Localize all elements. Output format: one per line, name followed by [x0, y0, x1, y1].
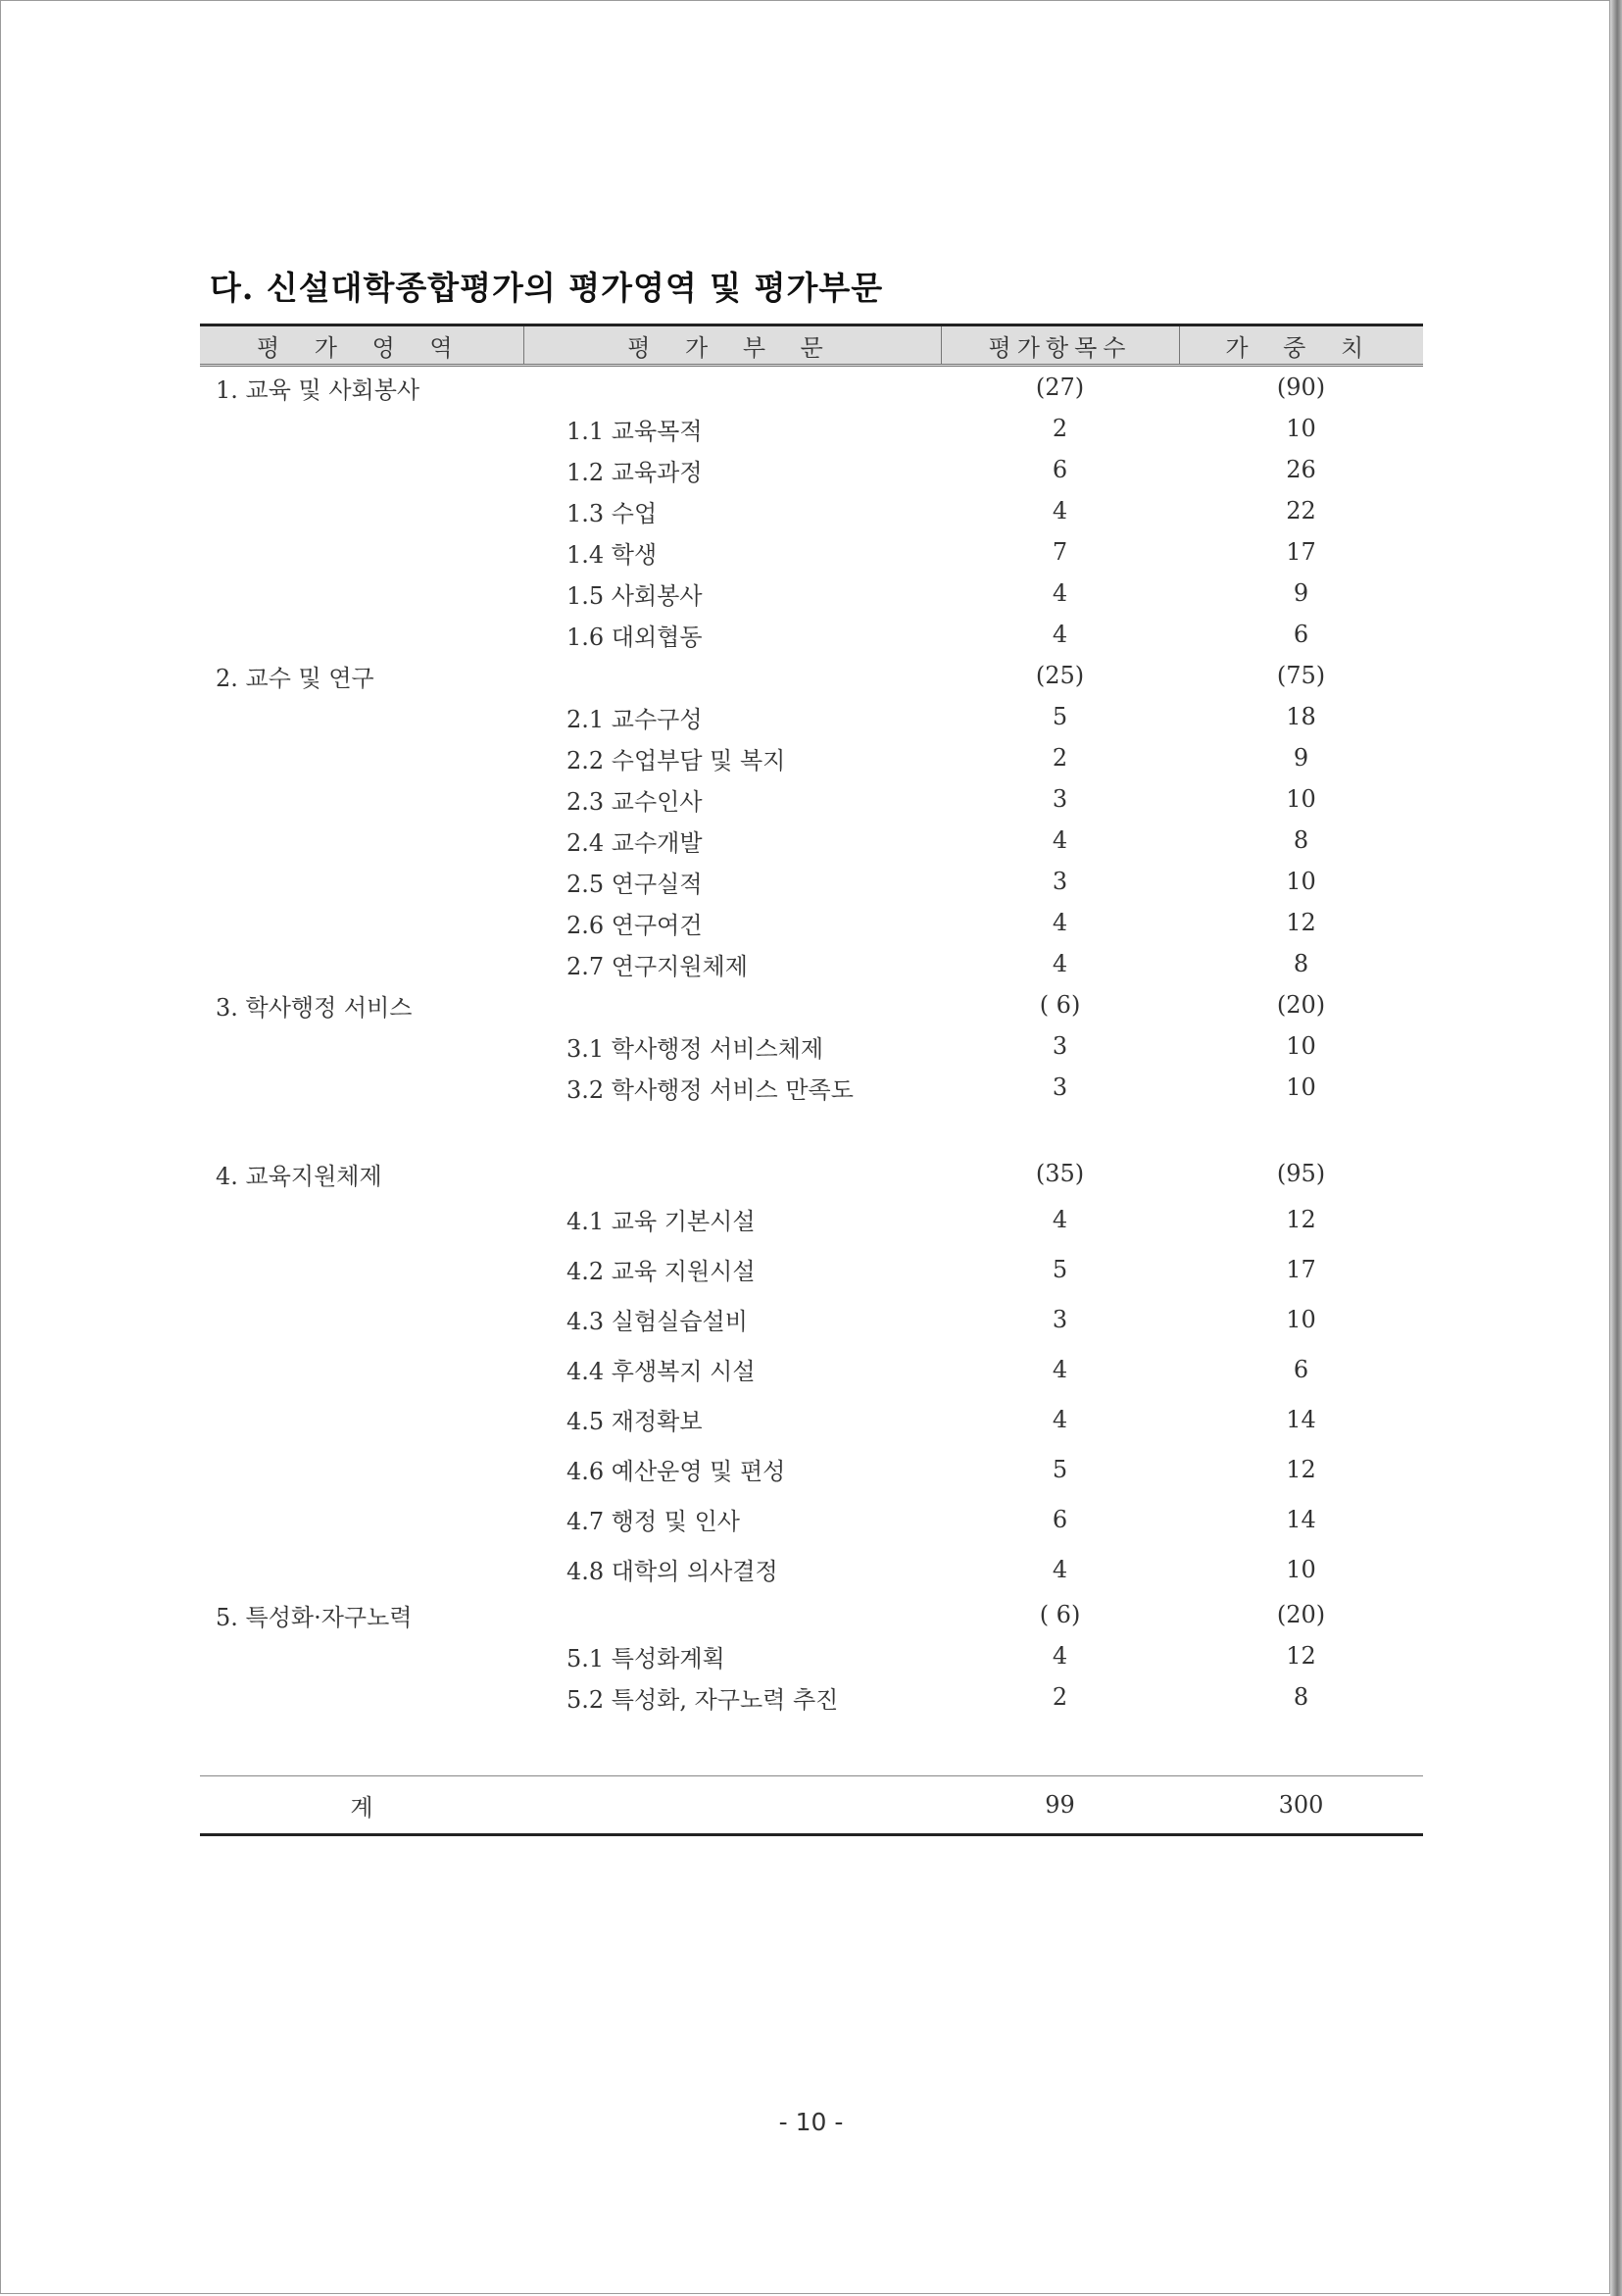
part-label: 5.2 특성화, 자구노력 추진: [566, 1685, 839, 1714]
weight-value: (75): [1276, 662, 1326, 689]
part-row: [200, 820, 1423, 861]
part-label: 1.6 대외협동: [566, 623, 703, 651]
weight-value: 12: [1286, 1455, 1316, 1483]
spacer-cell: [200, 1718, 1423, 1776]
item-count: 7: [1052, 538, 1068, 566]
part-label: 4.1 교육 기본시설: [566, 1208, 756, 1235]
item-count: 3: [1052, 785, 1068, 813]
weight-value: 17: [1286, 1255, 1316, 1283]
total-label: 계: [200, 1776, 523, 1835]
part-row: [200, 1025, 1423, 1067]
weight-value: 10: [1286, 868, 1316, 895]
weight-value: (95): [1276, 1160, 1326, 1187]
total-item-count: 99: [941, 1776, 1179, 1835]
part-row: [200, 531, 1423, 573]
page-edge-shadow: [1610, 0, 1622, 2296]
area-row: [200, 366, 1423, 409]
weight-value: 12: [1286, 1205, 1316, 1233]
part-row: [200, 861, 1423, 902]
item-count: 4: [1052, 826, 1068, 854]
weight-value: (20): [1276, 1601, 1326, 1628]
weight-value: 8: [1293, 950, 1309, 977]
area-row: [200, 984, 1423, 1025]
item-count: (27): [1035, 374, 1085, 401]
item-count: 4: [1052, 950, 1068, 977]
header-area: 평 가 영 역: [200, 325, 523, 366]
part-label: 3.1 학사행정 서비스체제: [566, 1034, 824, 1063]
weight-value: 14: [1286, 1505, 1316, 1533]
part-label: 2.7 연구지원체제: [566, 952, 748, 980]
part-label: 1.2 교육과정: [566, 458, 703, 486]
weight-value: 10: [1286, 785, 1316, 813]
part-label: 4.3 실험실습설비: [566, 1308, 748, 1335]
section-title: 다. 신설대학종합평가의 평가영역 및 평가부문: [210, 269, 884, 307]
part-row: [200, 1194, 1423, 1244]
weight-value: 17: [1286, 538, 1316, 566]
item-count: 3: [1052, 1032, 1068, 1060]
part-label: 2.2 수업부담 및 복지: [566, 746, 786, 774]
item-count: 2: [1052, 415, 1068, 442]
total-weight: 300: [1179, 1776, 1423, 1835]
weight-value: 9: [1293, 579, 1309, 607]
weight-value: 8: [1293, 1683, 1309, 1711]
part-label: 4.6 예산운영 및 편성: [566, 1458, 786, 1485]
part-label: 2.5 연구실적: [566, 870, 703, 898]
weight-value: 12: [1286, 1642, 1316, 1670]
item-count: 6: [1052, 456, 1068, 483]
part-label: 4.4 후생복지 시설: [566, 1358, 756, 1385]
area-label: 1. 교육 및 사회봉사: [216, 375, 420, 404]
weight-value: 26: [1286, 456, 1316, 483]
weight-value: 10: [1286, 415, 1316, 442]
part-row: [200, 1444, 1423, 1494]
part-label: 3.2 학사행정 서비스 만족도: [566, 1075, 854, 1104]
header-part: 평 가 부 문: [523, 325, 941, 366]
part-row: [200, 1344, 1423, 1394]
weight-value: 10: [1286, 1073, 1316, 1101]
item-count: 2: [1052, 744, 1068, 772]
weight-value: 10: [1286, 1555, 1316, 1583]
part-label: 4.5 재정확보: [566, 1408, 703, 1435]
item-count: (35): [1035, 1160, 1085, 1187]
table-body: [200, 366, 1423, 1835]
item-count: 3: [1052, 1305, 1068, 1333]
item-count: 4: [1052, 579, 1068, 607]
page-number: - 10 -: [778, 2108, 844, 2136]
part-label: 4.8 대학의 의사결정: [566, 1558, 778, 1585]
part-row: [200, 943, 1423, 984]
part-row: [200, 614, 1423, 655]
item-count: ( 6): [1039, 991, 1081, 1019]
item-count: (25): [1035, 662, 1085, 689]
area-label: 2. 교수 및 연구: [216, 664, 374, 692]
item-count: 4: [1052, 621, 1068, 648]
item-count: 5: [1052, 1455, 1068, 1483]
area-label: 3. 학사행정 서비스: [216, 993, 413, 1022]
part-row: [200, 449, 1423, 490]
part-row: [200, 696, 1423, 737]
part-row: [200, 490, 1423, 531]
part-row: [200, 1394, 1423, 1444]
header-item-count: 평가항목수: [941, 325, 1179, 366]
item-count: 4: [1052, 1205, 1068, 1233]
part-row: [200, 1676, 1423, 1718]
part-label: 2.6 연구여건: [566, 911, 703, 939]
evaluation-table: [200, 324, 1423, 1836]
part-row: [200, 1544, 1423, 1594]
part-row: [200, 1635, 1423, 1676]
item-count: 5: [1052, 1255, 1068, 1283]
header-weight: 가 중 치: [1179, 325, 1423, 366]
part-row: [200, 1067, 1423, 1108]
part-row: [200, 1244, 1423, 1294]
part-row: [200, 408, 1423, 449]
item-count: 4: [1052, 1642, 1068, 1670]
item-count: 3: [1052, 1073, 1068, 1101]
weight-value: (90): [1276, 374, 1326, 401]
evaluation-table-container: [200, 324, 1423, 1836]
part-label: 2.1 교수구성: [566, 705, 703, 733]
part-label: 2.4 교수개발: [566, 828, 703, 857]
item-count: 2: [1052, 1683, 1068, 1711]
total-empty: [523, 1776, 941, 1835]
spacer-cell: [200, 1108, 1423, 1153]
part-label: 4.2 교육 지원시설: [566, 1258, 756, 1285]
part-row: [200, 1494, 1423, 1544]
total-row: [200, 1776, 1423, 1835]
weight-value: 14: [1286, 1405, 1316, 1433]
area-row: [200, 1594, 1423, 1635]
part-row: [200, 1294, 1423, 1344]
part-label: 1.4 학생: [566, 540, 658, 569]
weight-value: 18: [1286, 703, 1316, 730]
weight-value: 10: [1286, 1305, 1316, 1333]
weight-value: 6: [1293, 1355, 1309, 1383]
weight-value: 8: [1293, 826, 1309, 854]
weight-value: (20): [1276, 991, 1326, 1019]
area-label: 5. 특성화·자구노력: [216, 1603, 413, 1631]
part-label: 1.1 교육목적: [566, 417, 703, 445]
part-label: 5.1 특성화계획: [566, 1644, 725, 1672]
weight-value: 10: [1286, 1032, 1316, 1060]
part-row: [200, 573, 1423, 614]
item-count: 4: [1052, 497, 1068, 524]
part-label: 2.3 교수인사: [566, 787, 703, 816]
part-row: [200, 902, 1423, 943]
part-row: [200, 737, 1423, 778]
part-label: 1.3 수업: [566, 499, 658, 527]
item-count: 4: [1052, 1555, 1068, 1583]
spacer-row: [200, 1108, 1423, 1153]
item-count: 5: [1052, 703, 1068, 730]
area-row: [200, 1153, 1423, 1194]
item-count: 4: [1052, 1405, 1068, 1433]
weight-value: 22: [1286, 497, 1316, 524]
table-header: [200, 325, 1423, 366]
part-label: 1.5 사회봉사: [566, 581, 703, 610]
item-count: 3: [1052, 868, 1068, 895]
item-count: ( 6): [1039, 1601, 1081, 1628]
weight-value: 6: [1293, 621, 1309, 648]
spacer-row: [200, 1718, 1423, 1776]
area-row: [200, 655, 1423, 696]
item-count: 4: [1052, 1355, 1068, 1383]
area-label: 4. 교육지원체제: [216, 1162, 382, 1190]
weight-value: 9: [1293, 744, 1309, 772]
weight-value: 12: [1286, 909, 1316, 936]
item-count: 4: [1052, 909, 1068, 936]
item-count: 6: [1052, 1505, 1068, 1533]
part-label: 4.7 행정 및 인사: [566, 1508, 740, 1535]
part-row: [200, 778, 1423, 820]
